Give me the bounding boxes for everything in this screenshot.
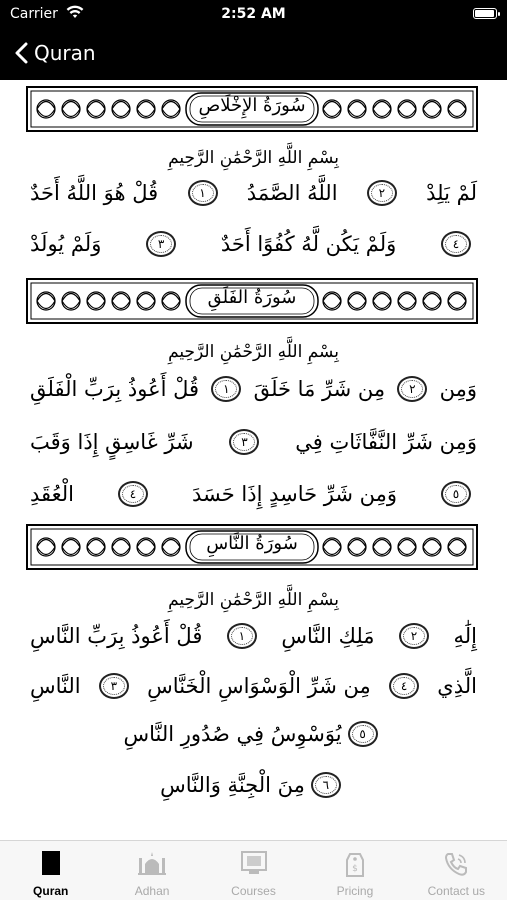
tab-adhan[interactable] bbox=[101, 841, 202, 900]
battery-level bbox=[475, 10, 494, 17]
mosque-icon bbox=[137, 850, 167, 880]
tab-contact-us[interactable] bbox=[406, 841, 507, 900]
navigation-bar bbox=[0, 28, 507, 80]
surah-name: سُورَةُ الفَلَقِ bbox=[207, 287, 297, 308]
tab-bar bbox=[0, 840, 507, 900]
verse-line bbox=[30, 772, 477, 798]
status-bar bbox=[0, 0, 507, 28]
verse-text[interactable]: مَلِكِ النَّاسِ bbox=[281, 624, 375, 648]
ayah-number-marker: ١ bbox=[188, 180, 218, 206]
verse-text[interactable]: وَمِن bbox=[439, 377, 477, 401]
ayah-number-marker: ٢ bbox=[399, 623, 429, 649]
verse-text[interactable]: قُلْ أَعُوذُ بِرَبِّ النَّاسِ bbox=[30, 624, 203, 648]
ayah-number-marker: ٤ bbox=[441, 231, 471, 257]
back-button[interactable] bbox=[14, 38, 96, 68]
verse-text[interactable]: النَّاسِ bbox=[30, 674, 81, 698]
verse-line bbox=[30, 231, 477, 257]
tab-pricing[interactable] bbox=[304, 841, 405, 900]
status-time: 2:52 AM bbox=[221, 6, 286, 22]
book-icon bbox=[40, 850, 62, 880]
ayah-number-marker: ١ bbox=[227, 623, 257, 649]
basmala: بِسْمِ اللَّهِ الرَّحْمَٰنِ الرَّحِيمِ bbox=[168, 148, 339, 168]
tab-quran[interactable] bbox=[0, 841, 101, 900]
courses-icon bbox=[239, 850, 269, 880]
ayah-number-marker: ٣ bbox=[99, 673, 129, 699]
surah-header bbox=[26, 278, 478, 324]
tab-label: Quran bbox=[33, 884, 69, 898]
verse-line bbox=[30, 376, 477, 402]
verse-line bbox=[30, 429, 477, 455]
verse-text[interactable]: مِن شَرِّ مَا خَلَقَ bbox=[253, 377, 386, 401]
verse-line bbox=[30, 673, 477, 699]
ayah-number-marker: ٤ bbox=[389, 673, 419, 699]
surah-name: سُورَةُ الإِخْلَاصِ bbox=[198, 95, 306, 116]
surah-name: سُورَةُ النَّاسِ bbox=[206, 533, 298, 554]
surah-header bbox=[26, 86, 478, 132]
chevron-left-icon bbox=[14, 42, 28, 64]
tab-label: Courses bbox=[231, 884, 276, 898]
carrier-label: Carrier bbox=[10, 6, 58, 22]
ayah-number-marker: ٦ bbox=[311, 772, 341, 798]
verse-text[interactable]: لَمْ يَلِدْ bbox=[426, 181, 477, 205]
verse-text[interactable]: وَمِن شَرِّ حَاسِدٍ إِذَا حَسَدَ bbox=[191, 482, 398, 506]
ayah-number-marker: ٢ bbox=[367, 180, 397, 206]
verse-text[interactable]: اللَّهُ الصَّمَدُ bbox=[246, 181, 338, 205]
verse-text[interactable]: مِنَ الْجِنَّةِ وَالنَّاسِ bbox=[160, 773, 305, 797]
verse-text[interactable]: قُلْ هُوَ اللَّهُ أَحَدٌ bbox=[30, 181, 159, 205]
verse-text[interactable]: وَلَمْ يُولَدْ bbox=[30, 232, 102, 256]
verse-line bbox=[30, 180, 477, 206]
verse-text[interactable]: يُوَسْوِسُ فِي صُدُورِ النَّاسِ bbox=[123, 722, 342, 746]
tab-label: Pricing bbox=[336, 884, 374, 898]
verse-text[interactable]: شَرِّ غَاسِقٍ إِذَا وَقَبَ bbox=[30, 430, 194, 454]
verse-text[interactable]: الْعُقَدِ bbox=[30, 482, 75, 506]
ayah-number-marker: ٤ bbox=[118, 481, 148, 507]
verse-text[interactable]: وَمِن شَرِّ النَّفَّاثَاتِ فِي bbox=[295, 430, 477, 454]
ayah-number-marker: ٣ bbox=[146, 231, 176, 257]
tab-label: Contact us bbox=[427, 884, 486, 898]
verse-line bbox=[30, 481, 477, 507]
verse-text[interactable]: مِن شَرِّ الْوَسْوَاسِ الْخَنَّاسِ bbox=[147, 674, 371, 698]
verse-text[interactable]: قُلْ أَعُوذُ بِرَبِّ الْفَلَقِ bbox=[30, 377, 200, 401]
quran-page[interactable] bbox=[0, 80, 507, 840]
back-label: Quran bbox=[34, 41, 96, 65]
basmala: بِسْمِ اللَّهِ الرَّحْمَٰنِ الرَّحِيمِ bbox=[168, 590, 339, 610]
verse-text[interactable]: الَّذِي bbox=[437, 674, 477, 698]
ayah-number-marker: ٣ bbox=[229, 429, 259, 455]
tab-courses[interactable] bbox=[203, 841, 304, 900]
tab-label: Adhan bbox=[134, 884, 170, 898]
verse-line bbox=[30, 721, 477, 747]
verse-text[interactable]: وَلَمْ يَكُن لَّهُ كُفُوًا أَحَدٌ bbox=[220, 232, 397, 256]
ayah-number-marker: ٥ bbox=[348, 721, 378, 747]
phone-icon bbox=[442, 850, 470, 882]
ayah-number-marker: ٥ bbox=[441, 481, 471, 507]
surah-header bbox=[26, 524, 478, 570]
price-tag-icon bbox=[344, 850, 366, 882]
ayah-number-marker: ٢ bbox=[397, 376, 427, 402]
battery-icon bbox=[473, 8, 497, 19]
svg-text:$: $ bbox=[352, 864, 358, 874]
ayah-number-marker: ١ bbox=[211, 376, 241, 402]
verse-text[interactable]: إِلَٰهِ bbox=[453, 624, 477, 648]
verse-line bbox=[30, 623, 477, 649]
basmala: بِسْمِ اللَّهِ الرَّحْمَٰنِ الرَّحِيمِ bbox=[168, 342, 339, 362]
